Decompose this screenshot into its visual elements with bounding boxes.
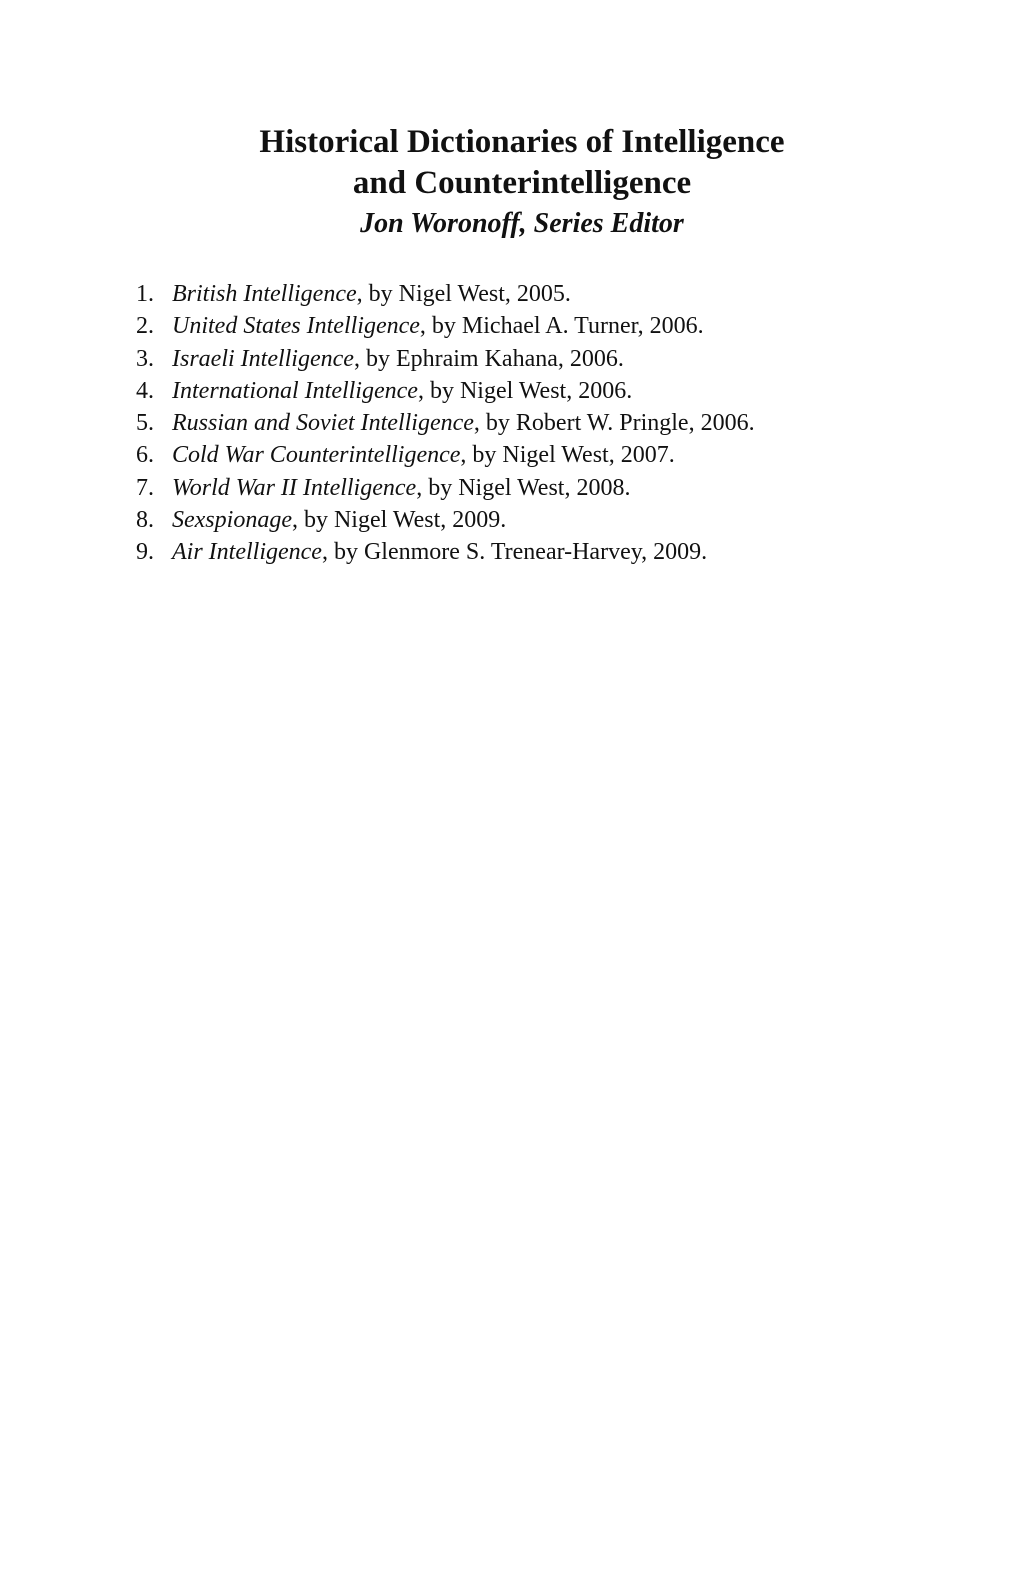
book-author-year: , by Nigel West, 2005.: [356, 281, 571, 307]
book-title: Cold War Counterintelligence: [172, 442, 461, 469]
item-number: 3.: [136, 345, 154, 372]
series-item: [136, 504, 755, 536]
book-title: Air Intelligence: [172, 539, 322, 566]
item-number: 2.: [136, 313, 154, 340]
item-number: 7.: [136, 474, 154, 501]
series-title-line-1: Historical Dictionaries of Intelligence: [259, 124, 785, 160]
item-number: 1.: [136, 281, 154, 307]
book-title: World War II Intelligence: [172, 474, 417, 501]
item-number: 6.: [136, 442, 154, 469]
book-title: British Intelligence: [172, 281, 357, 307]
book-author-year: , by Nigel West, 2007.: [460, 442, 675, 469]
book-title: International Intelligence: [172, 377, 418, 404]
item-number: 4.: [136, 377, 154, 404]
book-author-year: , by Robert W. Pringle, 2006.: [473, 410, 755, 437]
book-author-year: , by Glenmore S. Trenear-Harvey, 2009.: [321, 539, 708, 566]
item-number: 5.: [136, 410, 154, 437]
series-header: [0, 122, 1024, 244]
book-title: United States Intelligence: [172, 313, 420, 340]
series-title-line-2: and Counterintelligence: [352, 165, 692, 201]
series-editor: Jon Woronoff, Series Editor: [360, 208, 684, 239]
book-title: Israeli Intelligence: [172, 345, 354, 372]
book-author-year: , by Nigel West, 2006.: [417, 377, 633, 404]
book-author-year: , by Nigel West, 2009.: [291, 507, 507, 534]
series-list: [136, 278, 755, 569]
series-item: [136, 375, 755, 407]
book-title: Sexspionage: [172, 507, 292, 534]
book-title: Russian and Soviet Intelligence: [172, 410, 474, 437]
item-number: 8.: [136, 507, 154, 534]
series-item: [136, 310, 755, 342]
item-number: 9.: [136, 539, 154, 566]
book-author-year: , by Michael A. Turner, 2006.: [419, 313, 704, 340]
series-item: [136, 536, 755, 568]
series-item: [136, 343, 755, 375]
series-item: [136, 278, 755, 310]
book-author-year: , by Ephraim Kahana, 2006.: [353, 345, 624, 372]
series-item: [136, 407, 755, 439]
book-author-year: , by Nigel West, 2008.: [416, 474, 631, 501]
series-item: [136, 439, 755, 471]
series-item: [136, 472, 755, 504]
